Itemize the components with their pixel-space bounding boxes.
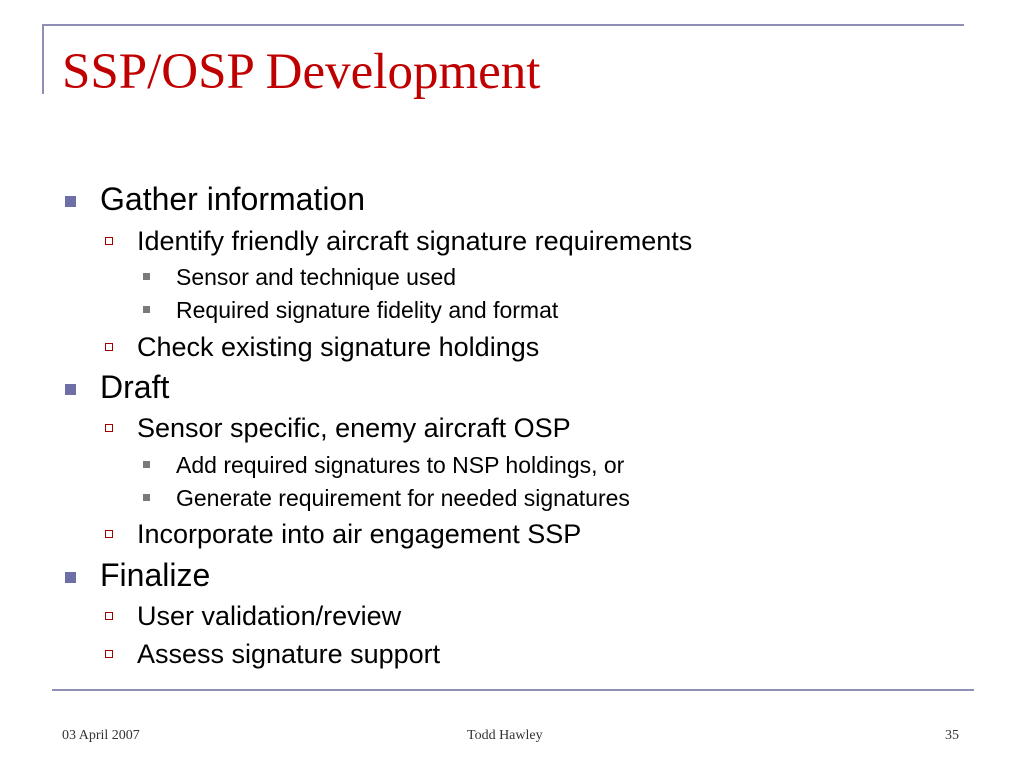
level3-bullet-icon bbox=[143, 306, 150, 313]
bullet-text: Finalize bbox=[100, 557, 211, 593]
level2-bullet-icon bbox=[105, 650, 113, 658]
footer-page-number: 35 bbox=[945, 728, 959, 743]
bullet-item-level3 bbox=[176, 262, 456, 292]
level1-bullet-icon bbox=[65, 384, 76, 395]
footer-date: 03 April 2007 bbox=[62, 728, 140, 743]
bullet-item-level2 bbox=[137, 517, 581, 551]
bullet-item-level2 bbox=[137, 224, 692, 258]
bullet-item-level2 bbox=[137, 411, 571, 445]
bullet-item-level3 bbox=[176, 483, 630, 513]
bullet-text: User validation/review bbox=[137, 601, 402, 631]
level1-bullet-icon bbox=[65, 196, 76, 207]
bullet-text: Incorporate into air engagement SSP bbox=[137, 519, 582, 549]
bullet-item-level2 bbox=[137, 637, 440, 671]
bullet-text: Sensor and technique used bbox=[176, 264, 457, 290]
level3-bullet-icon bbox=[143, 494, 150, 501]
slide-title: SSP/OSP Development bbox=[62, 44, 541, 100]
bullet-text: Required signature fidelity and format bbox=[176, 297, 559, 323]
bullet-item-level2 bbox=[137, 599, 401, 633]
level3-bullet-icon bbox=[143, 273, 150, 280]
level2-bullet-icon bbox=[105, 237, 113, 245]
level1-bullet-icon bbox=[65, 572, 76, 583]
bullet-text: Identify friendly aircraft signature requirements bbox=[137, 226, 693, 256]
bullet-text: Gather information bbox=[100, 181, 366, 217]
level2-bullet-icon bbox=[105, 530, 113, 538]
level3-bullet-icon bbox=[143, 461, 150, 468]
bullet-text: Assess signature support bbox=[137, 639, 441, 669]
bullet-item-level3 bbox=[176, 295, 558, 325]
bullet-text: Generate requirement for needed signatures bbox=[176, 485, 630, 511]
level2-bullet-icon bbox=[105, 424, 113, 432]
bullet-text: Draft bbox=[100, 369, 170, 405]
level2-bullet-icon bbox=[105, 612, 113, 620]
bullet-text: Check existing signature holdings bbox=[137, 332, 540, 362]
bullet-text: Sensor specific, enemy aircraft OSP bbox=[137, 413, 571, 443]
bullet-item-level1 bbox=[100, 367, 169, 407]
bullet-item-level3 bbox=[176, 450, 624, 480]
bullet-item-level1 bbox=[100, 555, 210, 595]
bullet-item-level1 bbox=[100, 179, 365, 219]
bullet-item-level2 bbox=[137, 330, 539, 364]
footer-author: Todd Hawley bbox=[467, 728, 543, 743]
bullet-text: Add required signatures to NSP holdings, or bbox=[176, 452, 625, 478]
footer-rule bbox=[52, 689, 974, 691]
level2-bullet-icon bbox=[105, 343, 113, 351]
